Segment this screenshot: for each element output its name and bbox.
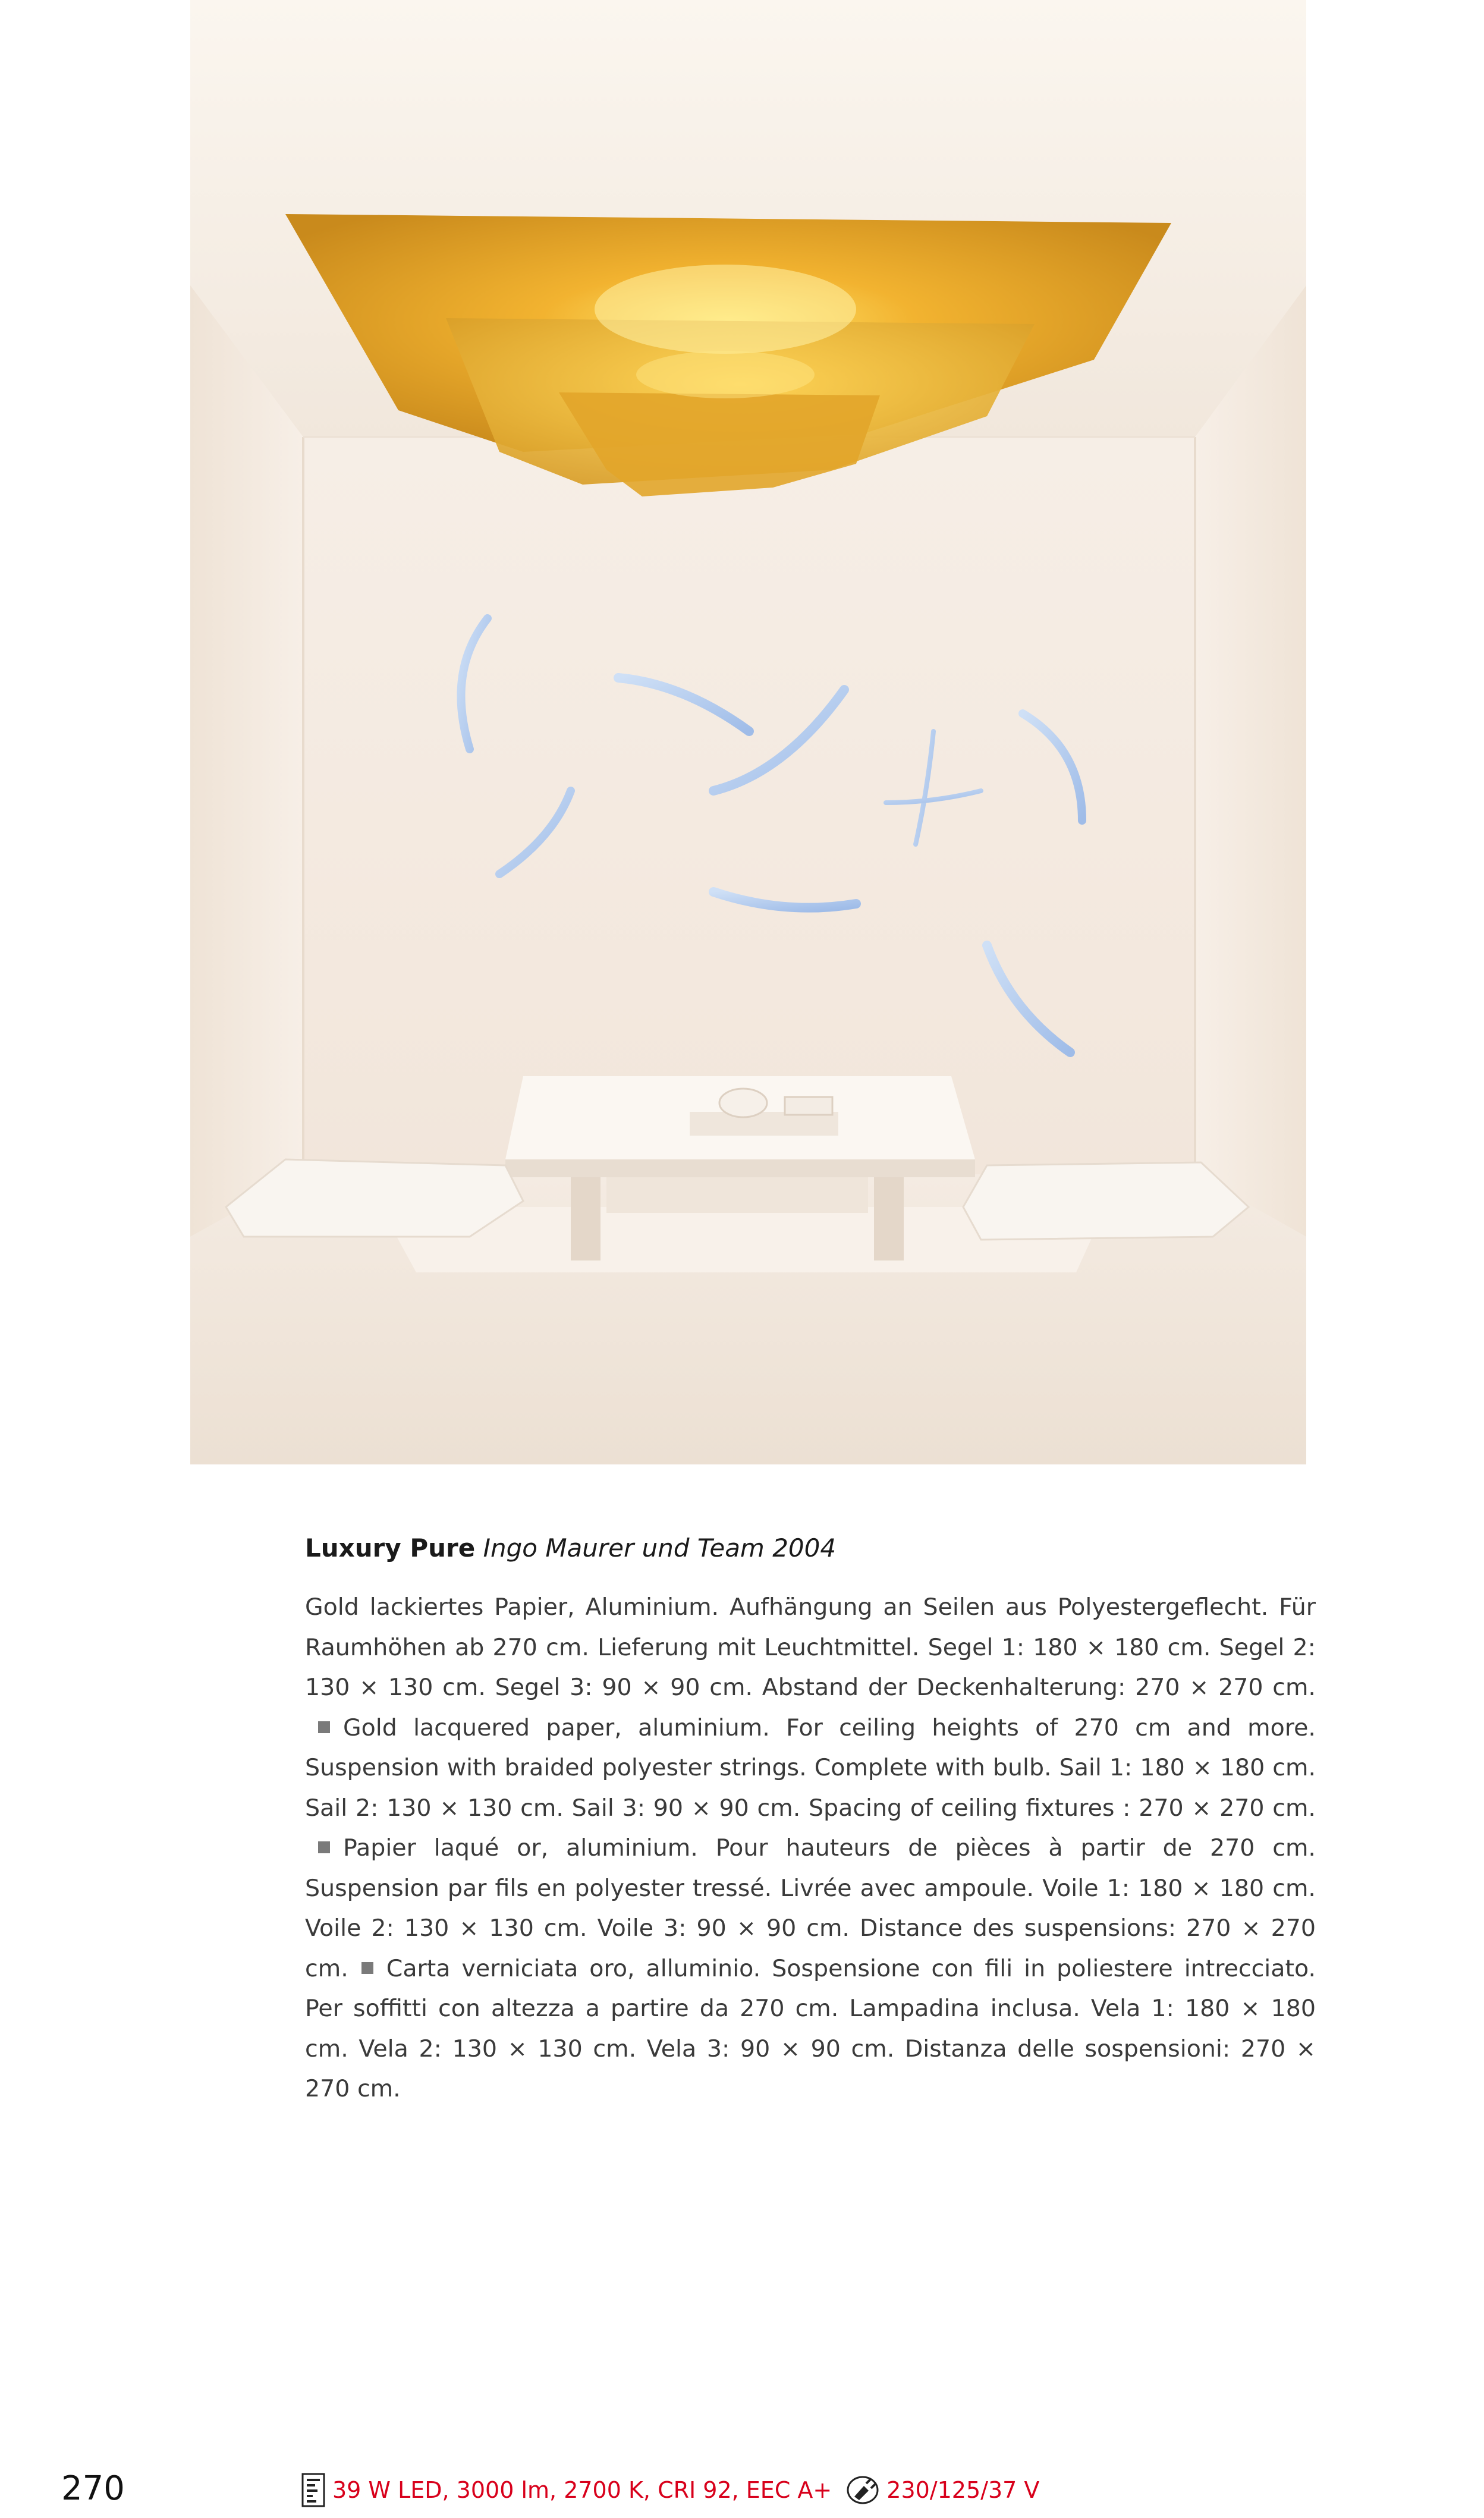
- description-english: Gold lacquered paper, aluminium. For ceiling heights of 270 cm and more. Suspension with braided polyester strings. Complete with bulb. Sail 1: 180 × 180 cm. Sail 2: 130 × 130 cm. Sail 3: 90 × 90 cm. Spacing of ceiling fixtures : 270 × 270 cm.: [305, 1714, 1316, 1822]
- separator-square-icon: [361, 1962, 373, 1974]
- page-number: 270: [61, 2469, 125, 2508]
- separator-square-icon: [318, 1721, 330, 1733]
- product-caption: [305, 1532, 1316, 2110]
- plug-icon: [846, 2475, 879, 2505]
- energy-label-icon: [301, 2473, 325, 2507]
- voltage-text: 230/125/37 V: [886, 2477, 1040, 2503]
- description-french: Papier laqué or, aluminium. Pour hauteurs de pièces à partir de 270 cm. Suspension par fils en polyester tressé. Livrée avec ampoule. Voile 1: 180 × 180 cm. Voile 2: 130 × 130 cm. Voile 3: 90 × 90 cm. Distance des suspensions: 270 × 270 cm.: [305, 1834, 1316, 1982]
- description-german: Gold lackiertes Papier, Aluminium. Aufhängung an Seilen aus Polyestergeflecht. Für Raumhöhen ab 270 cm. Lieferung mit Leuchtmittel. Segel 1: 180 × 180 cm. Segel 2: 130 × 130 cm. Segel 3: 90 × 90 cm. Abstand der Deckenhalterung: 270 × 270 cm.: [305, 1593, 1316, 1701]
- spec-text: 39 W LED, 3000 lm, 2700 K, CRI 92, EEC A+: [332, 2477, 832, 2503]
- product-title-line: [305, 1532, 1316, 1565]
- product-photo: [190, 0, 1306, 1464]
- spec-line: [301, 2472, 1039, 2508]
- description-italian: Carta verniciata oro, alluminio. Sospensione con fili in poliestere intrecciato. Per soffitti con altezza a partire da 270 cm. Lampadina inclusa. Vela 1: 180 × 180 cm. Vela 2: 130 × 130 cm. Vela 3: 90 × 90 cm. Distanza delle sospensioni: 270 × 270 cm.: [305, 1954, 1316, 2102]
- product-description: [305, 1587, 1316, 2110]
- separator-square-icon: [318, 1841, 330, 1853]
- product-name: Luxury Pure: [305, 1533, 476, 1563]
- product-designer: Ingo Maurer und Team 2004: [483, 1533, 837, 1563]
